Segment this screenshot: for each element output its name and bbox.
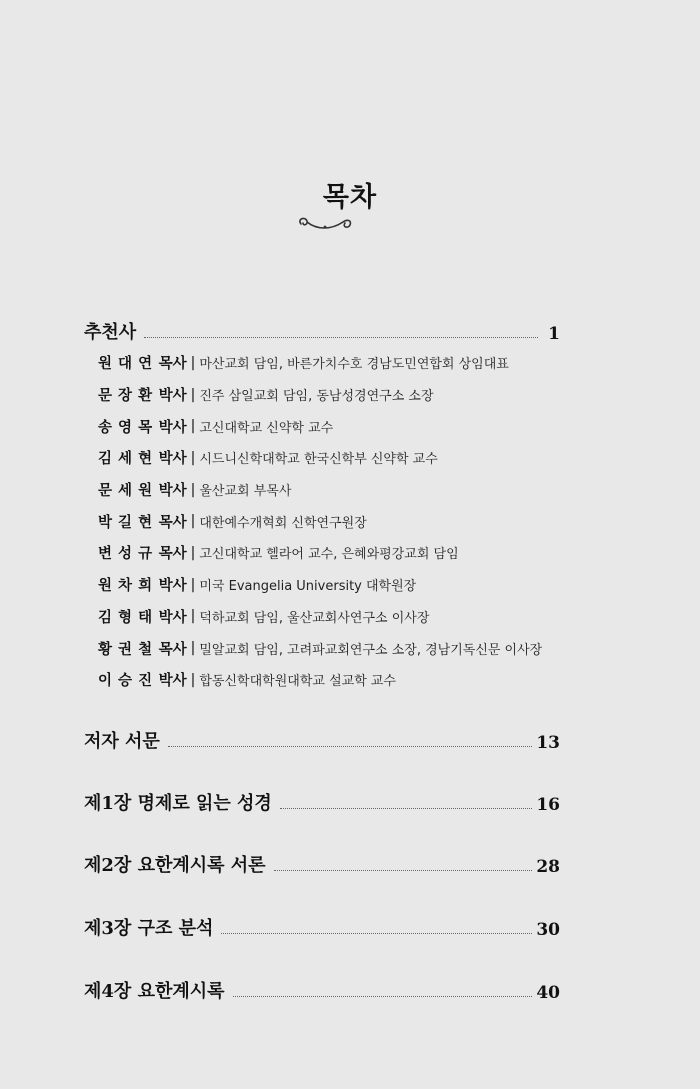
recommender-description: 밀알교회 담임, 고려파교회연구소 소장, 경남기독신문 이사장 [199,642,543,658]
toc-entry-label: 추천사 [84,322,137,343]
toc-entry-page: 30 [536,920,560,940]
toc-entry-label: 제1장 명제로 읽는 성경 [84,793,272,814]
leader-dots [280,807,533,809]
separator: | [190,386,196,403]
recommender-description: 미국 Evangelia University 대학원장 [199,579,417,595]
recommender-description: 대한예수개혁회 신학연구원장 [199,515,367,531]
separator: | [190,418,196,435]
recommender-description: 합동신학대학원대학교 설교학 교수 [199,674,396,690]
list-item [98,632,568,664]
recommender-description: 시드니신학대학교 한국신학부 신약학 교수 [199,452,438,468]
leader-dots [144,336,538,338]
recommender-name: 이 승 진 [98,673,153,690]
recommender-name: 김 세 현 [98,451,153,468]
list-item [98,410,568,442]
recommender-name: 원 대 연 [98,356,153,373]
leader-dots [233,995,533,997]
recommender-description: 진주 삼일교회 담임, 동남성경연구소 소장 [199,389,434,405]
recommender-name: 박 길 현 [98,514,153,531]
toc-entry-label: 저자 서문 [84,731,160,752]
recommender-name: 김 형 태 [98,609,153,626]
recommender-role: 목사 [158,514,187,531]
toc-entry-page: 16 [536,795,560,815]
toc-entry-page: 1 [548,324,560,344]
list-item [98,347,568,379]
list-item [98,664,568,696]
list-item [98,537,568,569]
toc-entry-page: 40 [536,983,560,1003]
separator: | [190,608,196,625]
recommender-name: 원 차 희 [98,578,153,595]
separator: | [190,354,196,371]
recommender-role: 목사 [158,356,187,373]
separator: | [190,640,196,657]
recommender-role: 박사 [158,451,187,468]
recommender-role: 박사 [158,483,187,500]
recommender-description: 고신대학교 신약학 교수 [199,420,334,436]
recommender-name: 문 장 환 [98,388,153,405]
toc-entry-chapter-3[interactable] [84,912,560,940]
toc-entry-chapter-4[interactable] [84,975,560,1003]
recommender-role: 목사 [158,546,187,563]
separator: | [190,576,196,593]
toc-entry-label: 제2장 요한계시록 서론 [84,855,266,876]
recommender-role: 박사 [158,609,187,626]
separator: | [190,671,196,688]
toc-entry-recommendation[interactable] [84,316,560,344]
list-item [98,569,568,601]
leader-dots [221,932,532,934]
list-item [98,474,568,506]
list-item [98,442,568,474]
separator: | [190,513,196,530]
recommender-role: 박사 [158,673,187,690]
list-item [98,601,568,633]
flourish-ornament-icon [295,210,355,234]
toc-entry-chapter-2[interactable] [84,849,560,877]
toc-entry-chapter-1[interactable] [84,787,560,815]
toc-entry-label: 제4장 요한계시록 [84,981,225,1002]
recommender-description: 울산교회 부목사 [199,484,292,500]
page-title: 목차 [322,182,378,213]
separator: | [190,544,196,561]
recommender-role: 박사 [158,388,187,405]
list-item [98,505,568,537]
separator: | [190,449,196,466]
recommender-name: 변 성 규 [98,546,153,563]
recommender-role: 박사 [158,578,187,595]
recommender-role: 박사 [158,419,187,436]
recommender-name: 황 권 철 [98,641,153,658]
toc-entry-page: 28 [536,857,560,877]
toc-entry-author-preface[interactable] [84,725,560,753]
separator: | [190,481,196,498]
recommender-list [98,347,568,696]
recommender-name: 문 세 원 [98,483,153,500]
list-item [98,379,568,411]
recommender-description: 덕하교회 담임, 울산교회사연구소 이사장 [199,610,430,626]
recommender-name: 송 영 목 [98,419,153,436]
recommender-description: 마산교회 담임, 바른가치수호 경남도민연합회 상임대표 [199,357,509,373]
toc-entry-label: 제3장 구조 분석 [84,918,214,939]
recommender-role: 목사 [158,641,187,658]
toc-entry-page: 13 [536,733,560,753]
leader-dots [168,745,533,747]
recommender-description: 고신대학교 헬라어 교수, 은혜와평강교회 담임 [199,547,459,563]
leader-dots [274,869,533,871]
